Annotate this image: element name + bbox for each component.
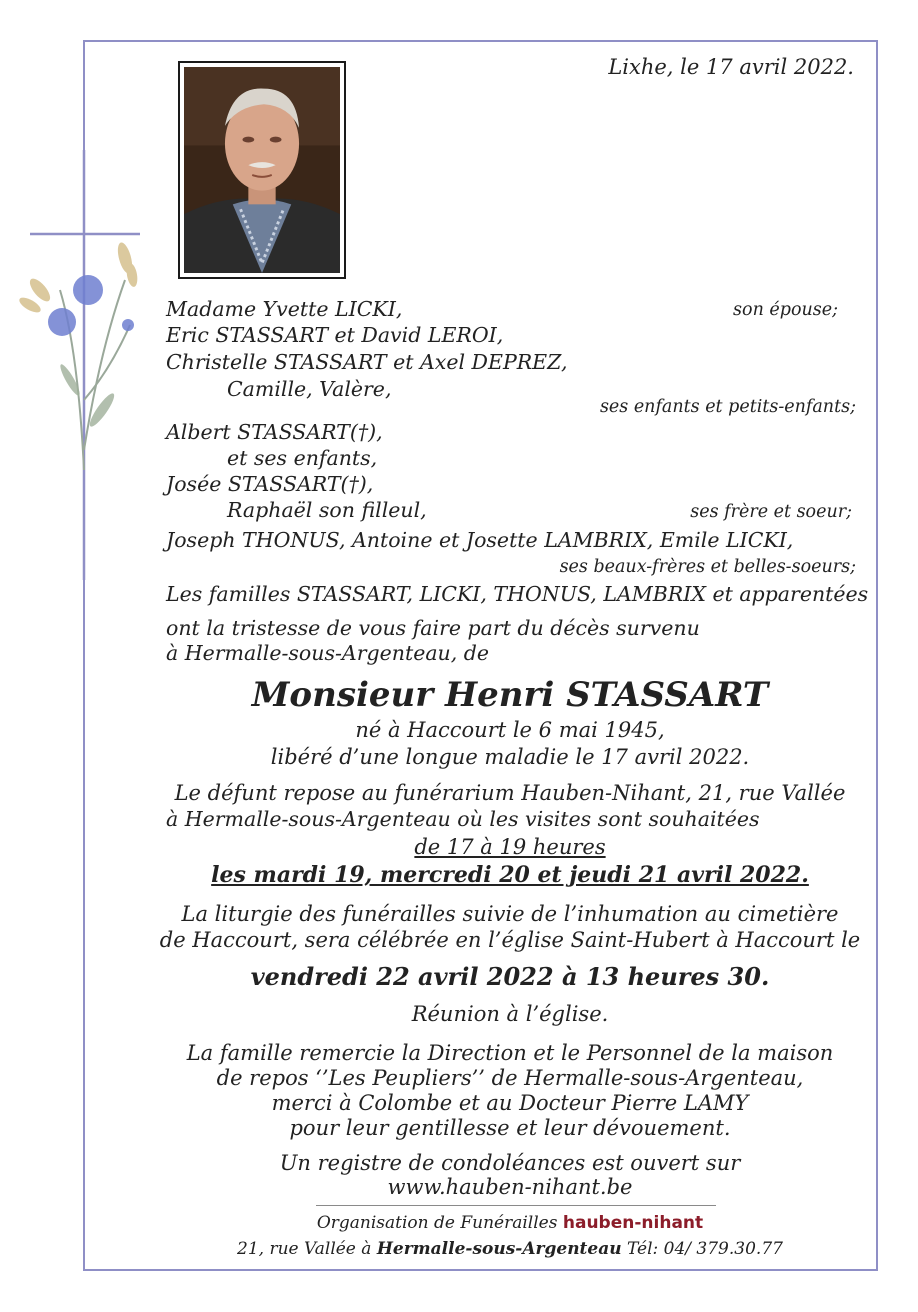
family-relation: son épouse; <box>733 300 838 320</box>
family-line: à Hermalle-sous-Argenteau, de <box>166 641 490 665</box>
visits-line: à Hermalle-sous-Argenteau où les visites sont souhaitées <box>166 807 760 831</box>
brand-logo: hauben-nihant <box>562 1213 704 1233</box>
organizer-address <box>140 1238 880 1260</box>
thanks-line: pour leur gentillesse et leur dévouement. <box>289 1116 731 1140</box>
family-line: Christelle STASSART et Axel DEPREZ, <box>166 350 568 374</box>
family-line: Les familles STASSART, LICKI, THONUS, LAMBRIX et apparentées <box>166 582 869 606</box>
address-prefix: 21, rue Vallée à <box>237 1239 372 1259</box>
family-relation: ses beaux-frères et belles-soeurs; <box>559 557 856 577</box>
deceased-name: Monsieur Henri STASSART <box>251 675 769 715</box>
organizer-prefix: Organisation de Funérailles <box>316 1213 558 1233</box>
funeral-line: de Haccourt, sera célébrée en l’église Saint-Hubert à Haccourt le <box>159 928 861 952</box>
registry-url[interactable]: www.hauben-nihant.be <box>387 1175 633 1199</box>
visit-hours: de 17 à 19 heures <box>414 835 606 859</box>
family-relation: ses enfants et petits-enfants; <box>599 397 856 417</box>
funeral-date: vendredi 22 avril 2022 à 13 heures 30. <box>250 962 770 991</box>
family-relation: ses frère et soeur; <box>690 502 852 522</box>
phone-number: Tél: 04/ 379.30.77 <box>627 1239 783 1259</box>
birth-line: né à Haccourt le 6 mai 1945, <box>355 718 665 742</box>
family-line: Camille, Valère, <box>227 377 392 401</box>
place-date: Lixhe, le 17 avril 2022. <box>608 55 854 79</box>
visit-days: les mardi 19, mercredi 20 et jeudi 21 avril 2022. <box>211 862 809 888</box>
funeral-line: La liturgie des funérailles suivie de l’inhumation au cimetière <box>181 902 839 926</box>
funeral-organizer <box>140 1212 880 1234</box>
meeting-place: Réunion à l’église. <box>411 1002 609 1026</box>
family-line: Eric STASSART et David LEROI, <box>166 323 504 347</box>
footer-divider <box>316 1205 716 1206</box>
family-line: et ses enfants, <box>227 446 378 470</box>
portrait-photo <box>178 61 346 279</box>
visits-line: Le défunt repose au funérarium Hauben-Nihant, 21, rue Vallée <box>174 781 846 805</box>
registry-line: Un registre de condoléances est ouvert sur <box>279 1151 741 1175</box>
thanks-line: La famille remercie la Direction et le Personnel de la maison <box>186 1041 834 1065</box>
address-city: Hermalle-sous-Argenteau <box>376 1239 622 1259</box>
family-line: Josée STASSART(†), <box>166 472 374 496</box>
death-line: libéré d’une longue maladie le 17 avril 2022. <box>270 745 750 769</box>
cross-cornflower-illustration <box>0 150 160 590</box>
family-line: Madame Yvette LICKI, <box>166 297 403 321</box>
family-line: ont la tristesse de vous faire part du décès survenu <box>166 616 700 640</box>
family-line: Raphaël son filleul, <box>227 498 427 522</box>
family-line: Joseph THONUS, Antoine et Josette LAMBRIX, Emile LICKI, <box>166 528 794 552</box>
thanks-line: merci à Colombe et au Docteur Pierre LAMY <box>271 1091 749 1115</box>
thanks-line: de repos ‘’Les Peupliers’’ de Hermalle-sous-Argenteau, <box>216 1066 804 1090</box>
family-line: Albert STASSART(†), <box>166 420 383 444</box>
